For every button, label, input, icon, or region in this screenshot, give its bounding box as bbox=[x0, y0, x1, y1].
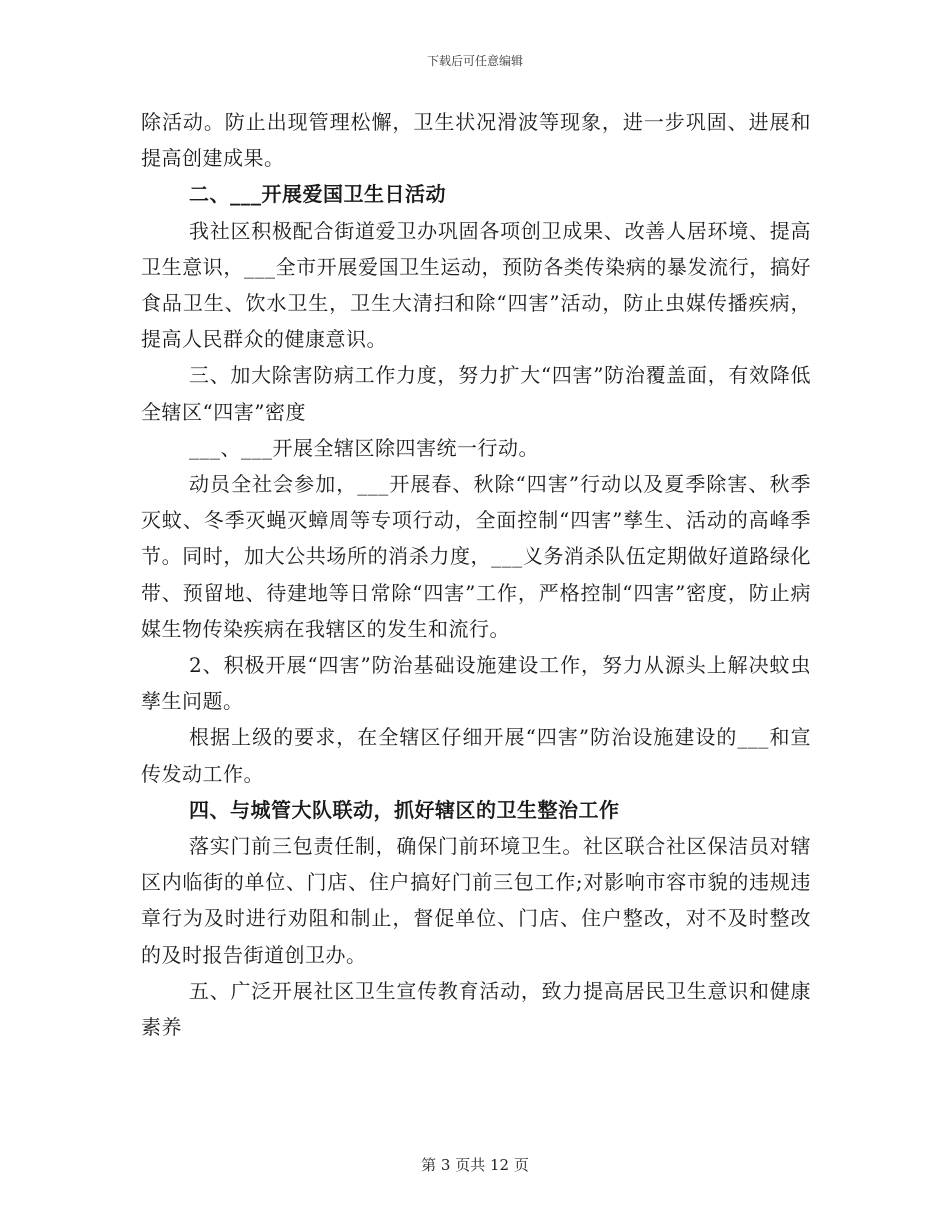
paragraph-10: 落实门前三包责任制，确保门前环境卫生。社区联合社区保洁员对辖区内临街的单位、门店、住户搞好门前三包工作;对影响市容市貌的违规违章行为及时进行劝阻和制止，督促单位、门店、住户整改，对不及时整改的及时报告街道创卫办。 bbox=[141, 834, 811, 967]
section-heading-4: 四、与城管大队联动，抓好辖区的卫生整治工作 bbox=[189, 797, 620, 822]
paragraph-6: 动员全社会参加，___开展春、秋除“四害”行动以及夏季除害、秋季灭蚊、冬季灭蝇灭蟑周等专项行动，全面控制“四害”孳生、活动的高峰季节。同时，加大公共场所的消杀力度，___义务消杀队伍定期做好道路绿化带、预留地、待建地等日常除“四害”工作，严格控制“四害”密度，防止病媒生物传染疾病在我辖区的发生和流行。 bbox=[141, 472, 811, 641]
document-body bbox=[141, 104, 811, 1045]
paragraph-8: 根据上级的要求，在全辖区仔细开展“四害”防治设施建设的___和宣传发动工作。 bbox=[141, 725, 811, 786]
section-heading-3: 三、加大除害防病工作力度，努力扩大“四害”防治覆盖面，有效降低全辖区“四害”密度 bbox=[141, 363, 811, 424]
page-header-note: 下载后可任意编辑 bbox=[426, 54, 523, 68]
paragraph-1: 除活动。防止出现管理松懈，卫生状况滑波等现象，进一步巩固、进展和提高创建成果。 bbox=[141, 110, 811, 171]
section-heading-5: 五、广泛开展社区卫生宣传教育活动，致力提高居民卫生意识和健康素养 bbox=[141, 978, 811, 1040]
paragraph-7: 2、积极开展“四害”防治基础设施建设工作，努力从源头上解决蚊虫孳生问题。 bbox=[141, 653, 811, 714]
page-number: 第 3 页共 12 页 bbox=[421, 1156, 529, 1174]
paragraph-3: 我社区积极配合街道爱卫办巩固各项创卫成果、改善人居环境、提高卫生意识，___全市开展爱国卫生运动，预防各类传染病的暴发流行，搞好食品卫生、饮水卫生，卫生大清扫和除“四害”活动，防止虫媒传播疾病，提高人民群众的健康意识。 bbox=[141, 218, 811, 352]
section-heading-2: 二、___开展爱国卫生日活动 bbox=[189, 182, 446, 207]
paragraph-5: ___、___开展全辖区除四害统一行动。 bbox=[189, 435, 539, 460]
